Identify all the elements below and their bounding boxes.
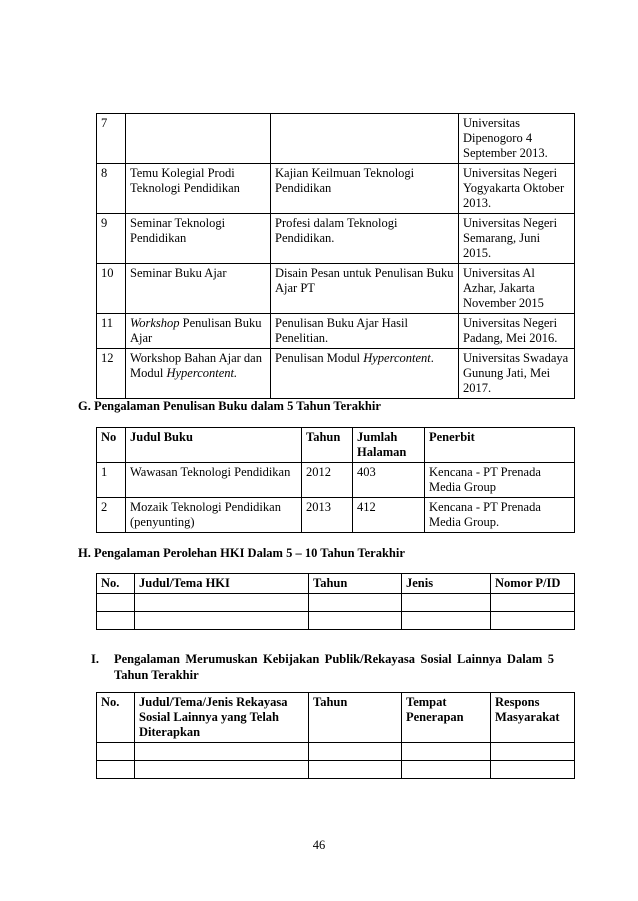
table-row	[97, 743, 575, 761]
table-header-row	[97, 574, 575, 594]
text: Penulisan Buku Ajar	[130, 316, 262, 345]
italic-text: Workshop	[130, 316, 180, 330]
hki-table	[96, 573, 575, 630]
italic-text: Hypercontent.	[166, 366, 238, 380]
empty-cell	[135, 594, 309, 612]
empty-cell	[491, 761, 575, 779]
table-row	[97, 761, 575, 779]
cell-activity	[126, 349, 271, 399]
cell-activity	[126, 114, 271, 164]
table-header-row	[97, 693, 575, 743]
cell-topic	[271, 349, 459, 399]
cell-halaman: 412	[353, 498, 425, 533]
empty-cell	[97, 761, 135, 779]
empty-cell	[97, 594, 135, 612]
header-no: No	[97, 428, 126, 463]
cell-no: 12	[97, 349, 126, 399]
cell-place: Universitas Al Azhar, Jakarta November 2015	[459, 264, 575, 314]
table-row	[97, 214, 575, 264]
empty-cell	[309, 743, 402, 761]
cell-no: 2	[97, 498, 126, 533]
table-row	[97, 114, 575, 164]
empty-cell	[491, 594, 575, 612]
empty-cell	[402, 594, 491, 612]
empty-cell	[402, 743, 491, 761]
cell-place: Universitas Negeri Semarang, Juni 2015.	[459, 214, 575, 264]
cell-activity: Temu Kolegial Prodi Teknologi Pendidikan	[126, 164, 271, 214]
cell-no: 10	[97, 264, 126, 314]
books-table	[96, 427, 575, 533]
cell-no: 11	[97, 314, 126, 349]
italic-text: Hypercontent	[363, 351, 431, 365]
section-h-title: H. Pengalaman Perolehan HKI Dalam 5 – 10 Tahun Terakhir	[78, 546, 405, 560]
text: .	[430, 351, 434, 365]
cell-topic: Kajian Keilmuan Teknologi Pendidikan	[271, 164, 459, 214]
cell-no: 8	[97, 164, 126, 214]
header-penerbit: Penerbit	[425, 428, 575, 463]
header-judul: Judul/Tema HKI	[135, 574, 309, 594]
header-tahun: Tahun	[309, 574, 402, 594]
header-jenis: Jenis	[402, 574, 491, 594]
empty-cell	[402, 612, 491, 630]
empty-cell	[402, 761, 491, 779]
cell-no: 1	[97, 463, 126, 498]
table-row	[97, 164, 575, 214]
header-tahun: Tahun	[302, 428, 353, 463]
cell-tahun: 2012	[302, 463, 353, 498]
cell-judul: Wawasan Teknologi Pendidikan	[126, 463, 302, 498]
cell-activity: Seminar Buku Ajar	[126, 264, 271, 314]
empty-cell	[135, 743, 309, 761]
policy-table	[96, 692, 575, 779]
cell-penerbit: Kencana - PT Prenada Media Group	[425, 463, 575, 498]
header-no: No.	[97, 693, 135, 743]
section-i-title-line2: Tahun Terakhir	[114, 668, 199, 682]
cell-halaman: 403	[353, 463, 425, 498]
header-tempat: Tempat Penerapan	[402, 693, 491, 743]
table-row	[97, 314, 575, 349]
cell-tahun: 2013	[302, 498, 353, 533]
cell-topic: Penulisan Buku Ajar Hasil Penelitian.	[271, 314, 459, 349]
text: Penulisan Modul	[275, 351, 364, 365]
table-row	[97, 463, 575, 498]
header-halaman: Jumlah Halaman	[353, 428, 425, 463]
cell-place: Universitas Negeri Padang, Mei 2016.	[459, 314, 575, 349]
cell-place: Universitas Negeri Yogyakarta Oktober 2013.	[459, 164, 575, 214]
table-row	[97, 498, 575, 533]
empty-cell	[491, 612, 575, 630]
header-no: No.	[97, 574, 135, 594]
cell-no: 9	[97, 214, 126, 264]
empty-cell	[135, 612, 309, 630]
table-row	[97, 594, 575, 612]
table-row	[97, 264, 575, 314]
empty-cell	[309, 612, 402, 630]
empty-cell	[491, 743, 575, 761]
table-row	[97, 349, 575, 399]
cell-activity	[126, 314, 271, 349]
empty-cell	[135, 761, 309, 779]
cell-place: Universitas Dipenogoro 4 September 2013.	[459, 114, 575, 164]
section-i-title-line1: Pengalaman Merumuskan Kebijakan Publik/Rekayasa Sosial Lainnya Dalam 5	[114, 652, 554, 666]
activity-table	[96, 113, 575, 399]
header-respons: Respons Masyarakat	[491, 693, 575, 743]
table-row	[97, 612, 575, 630]
cell-place: Universitas Swadaya Gunung Jati, Mei 2017.	[459, 349, 575, 399]
cell-activity: Seminar Teknologi Pendidikan	[126, 214, 271, 264]
cell-judul: Mozaik Teknologi Pendidikan (penyunting)	[126, 498, 302, 533]
cell-topic	[271, 114, 459, 164]
header-nomor: Nomor P/ID	[491, 574, 575, 594]
empty-cell	[309, 594, 402, 612]
header-tahun: Tahun	[309, 693, 402, 743]
text: Workshop Bahan Ajar dan Modul	[130, 351, 262, 380]
cell-no: 7	[97, 114, 126, 164]
cell-topic: Disain Pesan untuk Penulisan Buku Ajar PT	[271, 264, 459, 314]
section-i-letter: I.	[91, 652, 99, 666]
empty-cell	[97, 743, 135, 761]
section-g-title: G. Pengalaman Penulisan Buku dalam 5 Tahun Terakhir	[78, 399, 381, 413]
page-number: 46	[312, 838, 326, 852]
header-judul: Judul/Tema/Jenis Rekayasa Sosial Lainnya yang Telah Diterapkan	[135, 693, 309, 743]
empty-cell	[309, 761, 402, 779]
header-judul: Judul Buku	[126, 428, 302, 463]
empty-cell	[97, 612, 135, 630]
table-header-row	[97, 428, 575, 463]
cell-topic: Profesi dalam Teknologi Pendidikan.	[271, 214, 459, 264]
cell-penerbit: Kencana - PT Prenada Media Group.	[425, 498, 575, 533]
